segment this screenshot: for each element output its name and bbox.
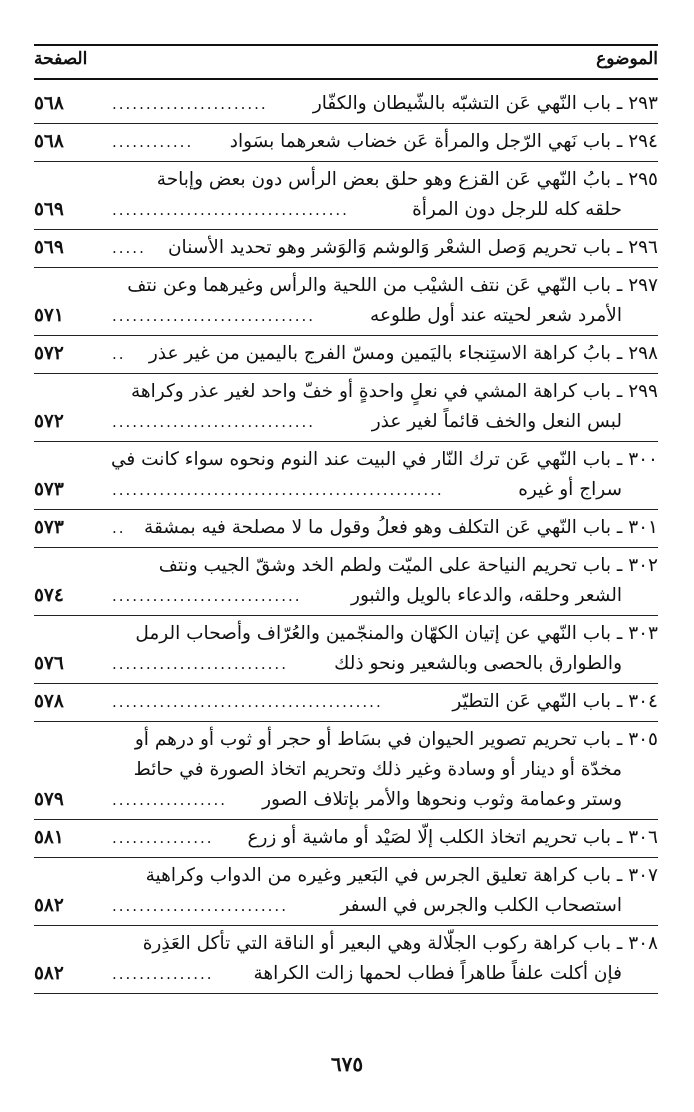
entry-title: ٢٩٩ ـ باب كراهة المشي في نعلٍ واحدةٍ أو خفّ واحد لغير عذر وكراهة	[130, 381, 658, 402]
entry-line	[34, 271, 658, 301]
entry-page-number: ٥٦٨	[34, 93, 64, 114]
list-item	[34, 124, 658, 162]
page-column-label: الصفحة	[34, 49, 88, 69]
entry-line	[34, 165, 658, 195]
entry-line	[34, 687, 658, 717]
list-item	[34, 858, 658, 926]
entry-line	[34, 89, 658, 119]
entry-title: ٣٠٣ ـ باب النّهي عن إتيان الكهّان والمنجّمين والعُرّاف وأصحاب الرمل	[135, 623, 658, 644]
entry-line	[34, 725, 658, 755]
entry-title: ٢٩٤ ـ باب نَهي الرّجل والمرأة عَن خضاب شعرهما بسَواد	[229, 131, 658, 152]
entry-line	[34, 755, 658, 785]
leader-dots: ..............................	[112, 413, 316, 431]
entry-title: ٢٩٣ ـ باب النّهي عَن التشبّه بالشّيطان والكفّار	[312, 93, 658, 114]
entry-list	[34, 86, 658, 994]
entry-line	[34, 233, 658, 263]
entry-title: ٢٩٨ ـ بابُ كراهة الاستِنجاء باليَمين ومسّ الفرج باليمين من غير عذر	[148, 343, 658, 364]
entry-page-number: ٥٧٣	[34, 479, 64, 500]
entry-page-number: ٥٧٦	[34, 653, 64, 674]
entry-page-number: ٥٨٢	[34, 895, 64, 916]
entry-title: الأمرد شعر لحيته عند أول طلوعه	[370, 305, 622, 326]
entry-line	[34, 445, 658, 475]
list-item	[34, 268, 658, 336]
entry-title: مخدّة أو دينار أو وسادة وغير ذلك وتحريم اتخاذ الصورة في حائط	[133, 759, 622, 780]
entry-line	[34, 891, 658, 921]
entry-page-number: ٥٧٢	[34, 411, 64, 432]
entry-title: ٣٠٠ ـ باب النّهي عَن ترك النّار في البيت عند النوم ونحوه سواء كانت في	[111, 449, 658, 470]
entry-line	[34, 929, 658, 959]
list-item	[34, 86, 658, 124]
entry-title: ٣٠٨ ـ باب كراهة ركوب الجلّالة وهي البعير أو الناقة التي تأكل العَذِرة	[142, 933, 658, 954]
list-item	[34, 616, 658, 684]
entry-page-number: ٥٦٩	[34, 237, 64, 258]
entry-line	[34, 785, 658, 815]
entry-title: ٢٩٧ ـ باب النّهي عَن نتف الشيْب من اللحية والرأس وغيرهما وعن نتف	[127, 275, 658, 296]
list-item	[34, 722, 658, 820]
entry-line	[34, 551, 658, 581]
entry-line	[34, 377, 658, 407]
entry-title: الشعر وحلقه، والدعاء بالويل والثبور	[351, 585, 622, 606]
list-item	[34, 336, 658, 374]
leader-dots: ............	[112, 133, 194, 151]
entry-page-number: ٥٦٩	[34, 199, 64, 220]
entry-page-number: ٥٧٢	[34, 343, 64, 364]
entry-title: ٢٩٥ ـ بابُ النّهي عَن القزع وهو حلق بعض الرأس دون بعض وإباحة	[156, 169, 658, 190]
leader-dots: .................................................	[112, 481, 444, 499]
list-item	[34, 230, 658, 268]
leader-dots: ..	[112, 345, 126, 363]
entry-title: والطوارق بالحصى وبالشعير ونحو ذلك	[334, 653, 622, 674]
entry-page-number: ٥٦٨	[34, 131, 64, 152]
list-item	[34, 374, 658, 442]
list-item	[34, 510, 658, 548]
list-item	[34, 820, 658, 858]
entry-page-number: ٥٧٣	[34, 517, 64, 538]
page-number: ٦٧٥	[330, 1052, 364, 1076]
entry-line	[34, 619, 658, 649]
list-item	[34, 548, 658, 616]
entry-title: ٣٠٥ ـ باب تحريم تصوير الحيوان في بسَاط أو حجر أو ثوب أو درهم أو	[134, 729, 658, 750]
entry-title: ٣٠١ ـ باب النّهي عَن التكلف وهو فعلُ وقول ما لا مصلحة فيه بمشقة	[144, 517, 658, 538]
entry-line	[34, 861, 658, 891]
entry-page-number: ٥٧٨	[34, 691, 64, 712]
leader-dots: ..........................	[112, 897, 288, 915]
entry-title: ٣٠٦ ـ باب تحريم اتخاذ الكلب إلّا لصَيْد أو ماشية أو زرع	[247, 827, 658, 848]
entry-line	[34, 195, 658, 225]
entry-title: استصحاب الكلب والجرس في السفر	[340, 895, 622, 916]
leader-dots: .......................	[112, 95, 268, 113]
entry-line	[34, 475, 658, 505]
leader-dots: .....	[112, 239, 146, 257]
leader-dots: ............................	[112, 587, 302, 605]
leader-dots: .................	[112, 791, 228, 809]
entry-page-number: ٥٨١	[34, 827, 64, 848]
entry-line	[34, 127, 658, 157]
entry-line	[34, 301, 658, 331]
entry-title: ٣٠٤ ـ باب النّهي عَن التطيّر	[452, 691, 658, 712]
leader-dots: ..........................	[112, 655, 288, 673]
list-item	[34, 442, 658, 510]
leader-dots: ..............................	[112, 307, 316, 325]
entry-page-number: ٥٨٢	[34, 963, 64, 984]
list-item	[34, 162, 658, 230]
entry-title: لبس النعل والخف قائماً لغير عذر	[371, 411, 622, 432]
entry-page-number: ٥٧٤	[34, 585, 64, 606]
entry-line	[34, 581, 658, 611]
entry-page-number: ٥٧١	[34, 305, 64, 326]
entry-title: سراج أو غيره	[518, 479, 622, 500]
entry-page-number: ٥٧٩	[34, 789, 64, 810]
topic-column-label: الموضوع	[596, 49, 658, 69]
entry-title: حلقه كله للرجل دون المرأة	[412, 199, 622, 220]
leader-dots: ........................................	[112, 693, 383, 711]
entry-line	[34, 339, 658, 369]
entry-line	[34, 959, 658, 989]
list-item	[34, 926, 658, 994]
leader-dots: ...............	[112, 829, 214, 847]
entry-title: ٢٩٦ ـ باب تحريم وَصل الشعْر وَالوشم وَالوَشر وهو تحديد الأسنان	[167, 237, 658, 258]
leader-dots: ...................................	[112, 201, 349, 219]
list-item	[34, 684, 658, 722]
entry-line	[34, 513, 658, 543]
entry-line	[34, 407, 658, 437]
entry-title: وستر وعمامة وثوب ونحوها والأمر بإتلاف الصور	[262, 789, 622, 810]
leader-dots: ..	[112, 519, 126, 537]
entry-line	[34, 823, 658, 853]
entry-title: ٣٠٧ ـ باب كراهة تعليق الجرس في البَعير وغيره من الدواب وكراهية	[145, 865, 658, 886]
leader-dots: ...............	[112, 965, 214, 983]
entry-title: فإن أكلت علفاً طاهراً فطاب لحمها زالت الكراهة	[253, 963, 622, 984]
table-header	[34, 44, 658, 80]
entry-line	[34, 649, 658, 679]
entry-title: ٣٠٢ ـ باب تحريم النياحة على الميّت ولطم الخد وشقّ الجيب ونتف	[158, 555, 658, 576]
